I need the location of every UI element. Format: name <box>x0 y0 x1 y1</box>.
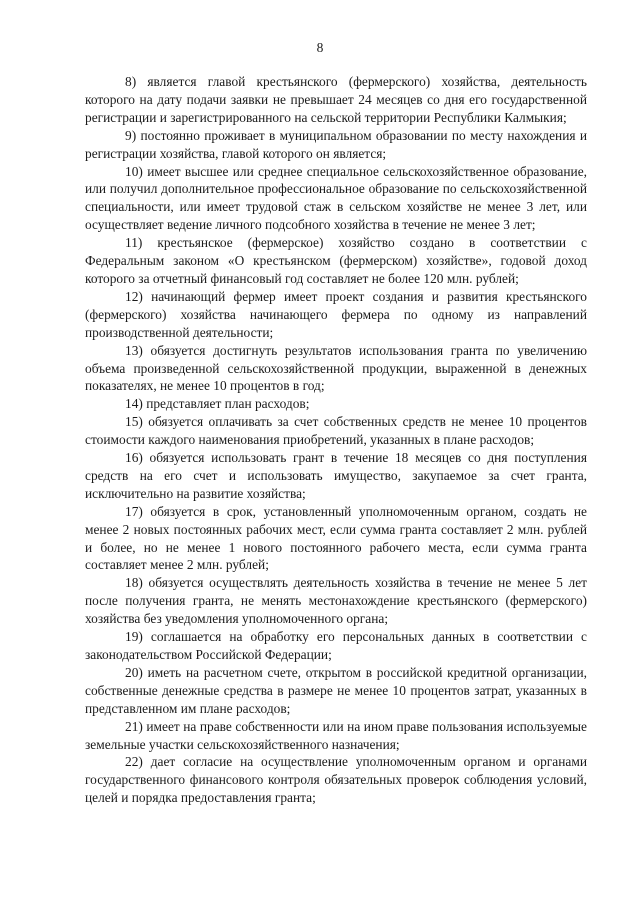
list-item: 19) соглашается на обработку его персональных данных в соответствии с законодательством Российской Федерации; <box>85 629 587 662</box>
list-item: 12) начинающий фермер имеет проект создания и развития крестьянского (фермерского) хозяйства начинающего фермера по одному из направлений производственной деятельности; <box>85 288 587 340</box>
list-item: 9) постоянно проживает в муниципальном образовании по месту нахождения и регистрации хозяйства, главой которого он является; <box>85 127 587 161</box>
list-item: 17) обязуется в срок, установленный уполномоченным органом, создать не менее 2 новых постоянных рабочих мест, если сумма гранта составляет 2 млн. рублей и более, но не менее 1 нового постоянного рабочего места, если сумма гранта составляет менее 2 млн. рублей; <box>85 503 587 573</box>
list-item: 15) обязуется оплачивать за счет собственных средств не менее 10 процентов стоимости каждого наименования приобретений, указанных в плане расходов; <box>85 414 587 448</box>
list-item: 8) является главой крестьянского (фермерского) хозяйства, деятельность которого на дату подачи заявки не превышает 24 месяцев со дня его государственной регистрации и зарегистрированного на сельской территории Республики Калмыкия; <box>85 74 587 125</box>
list-item: 11) крестьянское (фермерское) хозяйство создано в соответствии с Федеральным законом «О крестьянском (фермерском) хозяйстве», годовой доход которого за отчетный финансовый год составляет не более 120 млн. рублей; <box>85 235 587 286</box>
list-item: 20) иметь на расчетном счете, открытом в российской кредитной организации, собственные денежные средства в размере не менее 10 процентов затрат, указанных в представленном им плане расходов; <box>85 664 587 716</box>
list-item: 10) имеет высшее или среднее специальное сельскохозяйственное образование, или получил дополнительное профессиональное образование по сельскохозяйственной специальности, или имеет трудовой стаж в сельском хозяйстве не менее 3 лет, или осуществляет ведение личного подсобного хозяйства в течение не менее 3 лет; <box>85 163 587 233</box>
document-body <box>85 73 587 807</box>
page-number: 8 <box>316 40 324 55</box>
list-item: 22) дает согласие на осуществление уполномоченным органом и органами государственного финансового контроля обязательных проверок соблюдения условий, целей и порядка предоставления гранта; <box>85 754 587 806</box>
list-item: 21) имеет на праве собственности или на ином праве пользования используемые земельные участки сельскохозяйственного назначения; <box>85 718 587 752</box>
list-item: 14) представляет план расходов; <box>125 396 310 412</box>
list-item: 18) обязуется осуществлять деятельность хозяйства в течение не менее 5 лет после получения гранта, не менять местонахождение крестьянского (фермерского) хозяйства без уведомления уполномоченного органа; <box>85 575 587 627</box>
list-item: 13) обязуется достигнуть результатов использования гранта по увеличению объема произведенной сельскохозяйственной продукции, выраженной в денежных показателях, не менее 10 процентов в год; <box>85 342 587 394</box>
list-item: 16) обязуется использовать грант в течение 18 месяцев со дня поступления средств на его счет и использовать имущество, закупаемое за счет гранта, исключительно на развитие хозяйства; <box>85 450 587 501</box>
